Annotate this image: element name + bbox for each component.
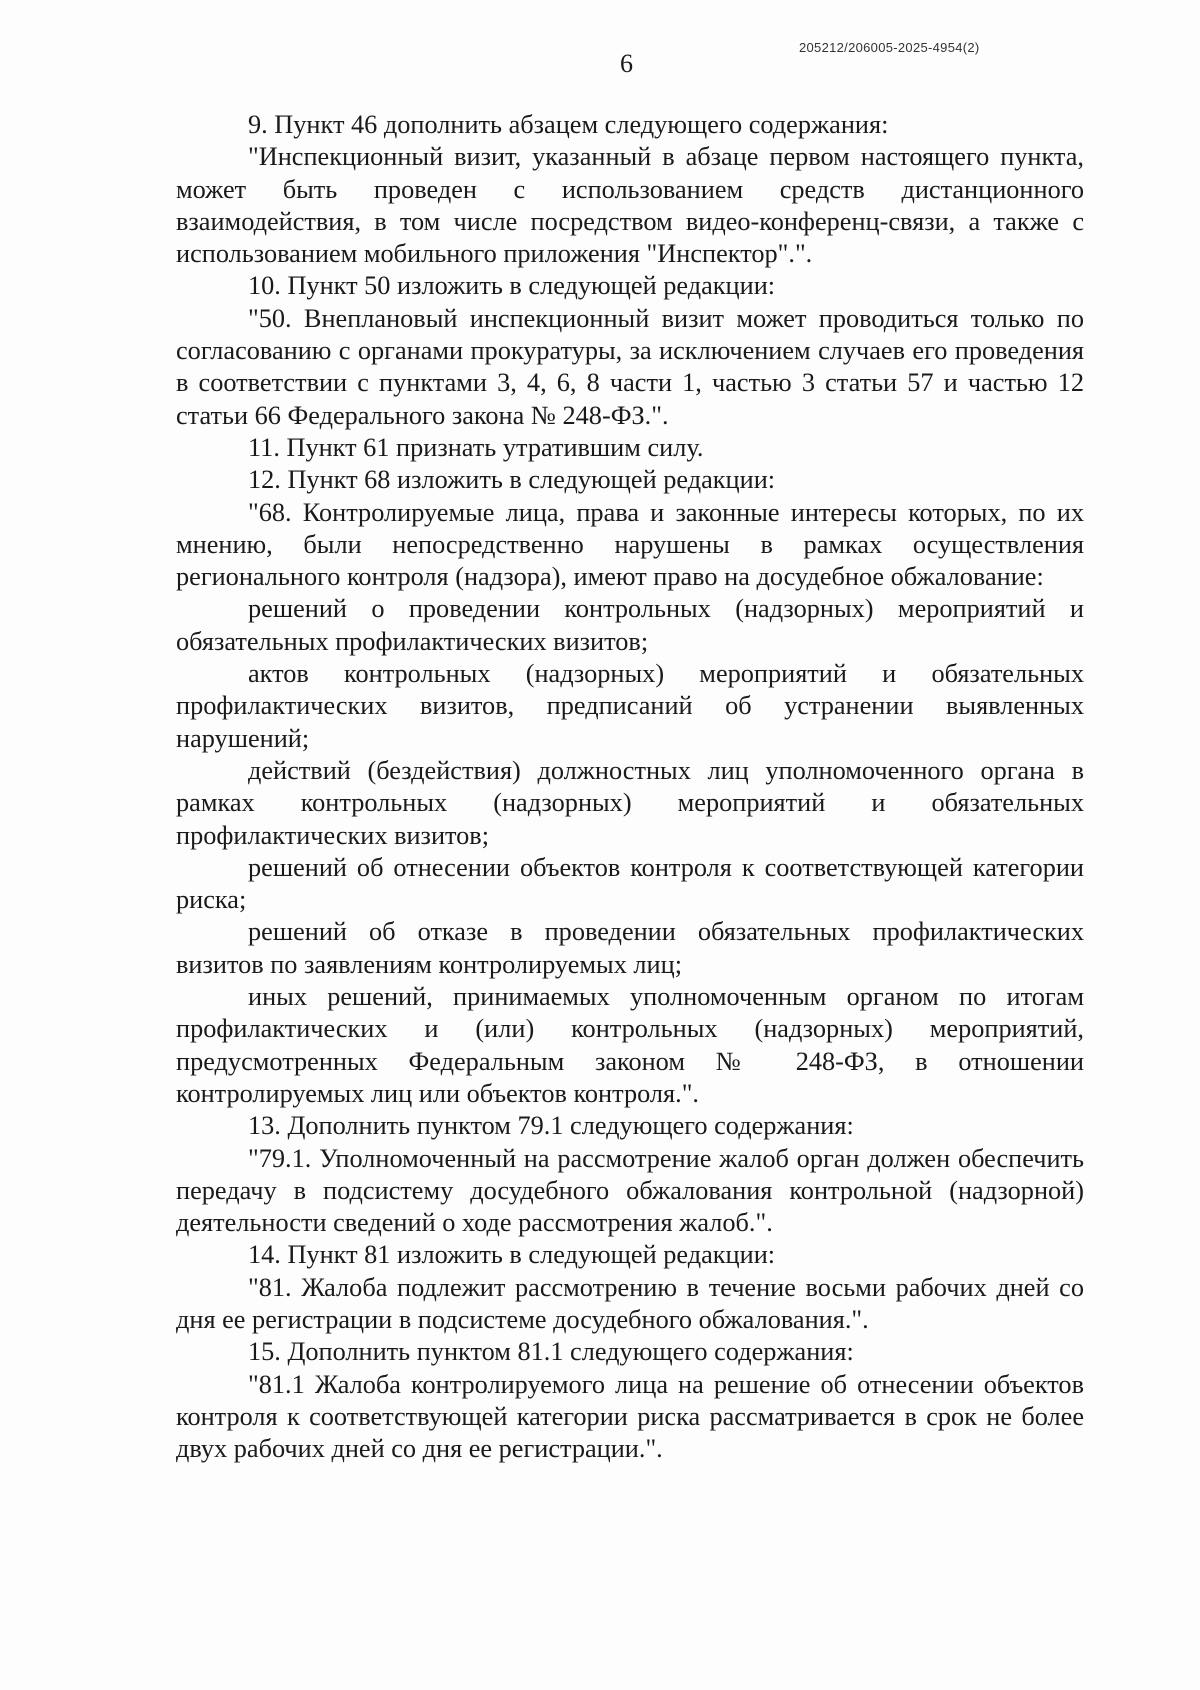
paragraph-item-10: 10. Пункт 50 изложить в следующей редакции: [248, 271, 776, 301]
paragraph-quote-50: "50. Внеплановый инспекционный визит может проводиться только по согласованию с органами прокуратуры, за исключением случаев его проведения в соответствии с пунктами 3, 4, 6, 8 части 1, частью 3 статьи 57 и частью 12 статьи 66 Федерального закона № 248-ФЗ.". [176, 303, 1084, 430]
document-body [176, 109, 1084, 1465]
paragraph-item-15: 15. Дополнить пунктом 81.1 следующего содержания: [248, 1337, 854, 1367]
document-id: 205212/206005-2025-4954(2) [799, 40, 980, 55]
paragraph-quote-81-1: "81.1 Жалоба контролируемого лица на решение об отнесении объектов контроля к соответствующей категории риска рассматривается в срок не более двух рабочих дней со дня ее регистрации.". [176, 1369, 1084, 1464]
list-item-decisions-measures: решений о проведении контрольных (надзорных) мероприятий и обязательных профилактических визитов; [176, 594, 1084, 656]
paragraph-item-14: 14. Пункт 81 изложить в следующей редакции: [248, 1240, 776, 1270]
paragraph-quote-81: "81. Жалоба подлежит рассмотрению в течение восьми рабочих дней со дня ее регистрации в подсистеме досудебного обжалования.". [176, 1272, 1084, 1334]
paragraph-quote-79-1: "79.1. Уполномоченный на рассмотрение жалоб орган должен обеспечить передачу в подсистему досудебного обжалования контрольной (надзорной) деятельности сведений о ходе рассмотрения жалоб.". [176, 1143, 1084, 1238]
list-item-actions: действий (бездействия) должностных лиц уполномоченного органа в рамках контрольных (надзорных) мероприятий и обязательных профилактических визитов; [176, 755, 1084, 850]
list-item-risk-category: решений об отнесении объектов контроля к соответствующей категории риска; [176, 852, 1084, 915]
list-item-other-decisions: иных решений, принимаемых уполномоченным органом по итогам профилактических и (или) контрольных (надзорных) мероприятий, предусмотренных Федеральным законом № 248-ФЗ, в отношении контролируемых лиц или объектов контроля.". [176, 982, 1084, 1108]
page-number: 6 [620, 49, 633, 78]
paragraph-item-9: 9. Пункт 46 дополнить абзацем следующего содержания: [248, 110, 889, 139]
paragraph-item-13: 13. Дополнить пунктом 79.1 следующего содержания: [248, 1111, 854, 1141]
paragraph-item-11: 11. Пункт 61 признать утратившим силу. [248, 432, 704, 462]
list-item-acts: актов контрольных (надзорных) мероприятий и обязательных профилактических визитов, предписаний об устранении выявленных нарушений; [176, 659, 1084, 753]
paragraph-quote-68: "68. Контролируемые лица, права и законные интересы которых, по их мнению, были непосредственно нарушены в рамках осуществления регионального контроля (надзора), имеют право на досудебное обжалование: [176, 497, 1084, 592]
list-item-refusal: решений об отказе в проведении обязательных профилактических визитов по заявлениям контролируемых лиц; [176, 917, 1084, 979]
paragraph-item-12: 12. Пункт 68 изложить в следующей редакции: [248, 465, 776, 495]
paragraph-quote-inspection-visit: "Инспекционный визит, указанный в абзаце первом настоящего пункта, может быть проведен с использованием средств дистанционного взаимодействия, в том числе посредством видео-конференц-связи, а также с использованием мобильного приложения "Инспектор".". [176, 142, 1084, 269]
